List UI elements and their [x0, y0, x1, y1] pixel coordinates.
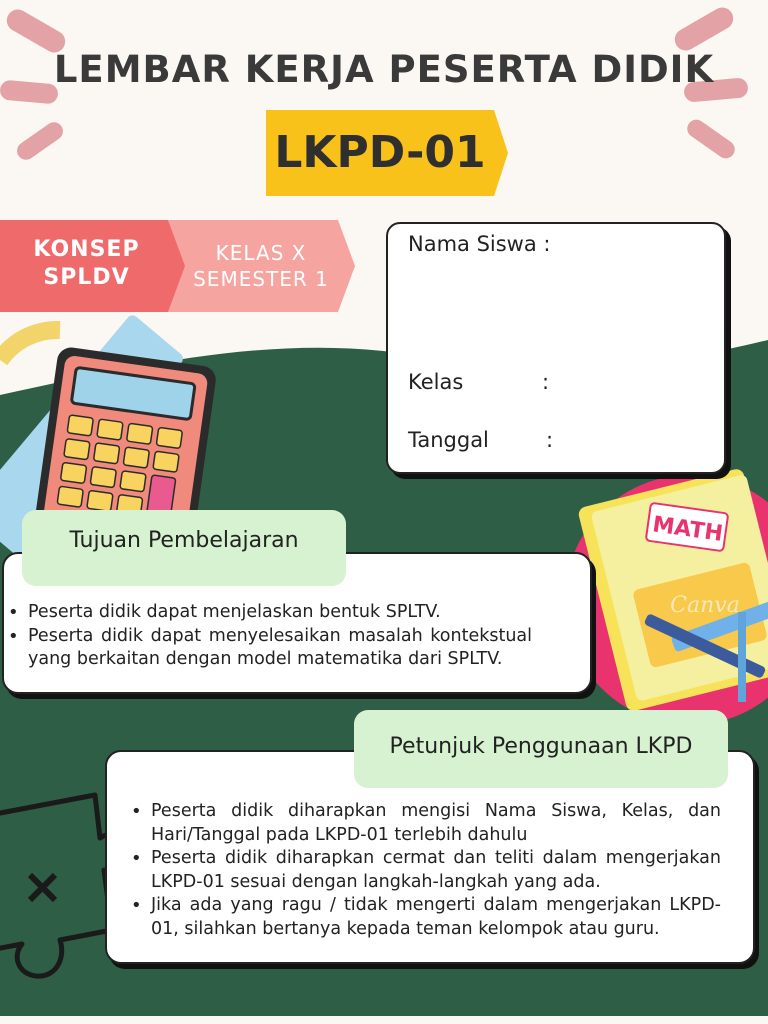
- class-semester-label: KELAS X SEMESTER 1: [193, 241, 329, 291]
- class-field-label: Kelas: [408, 370, 464, 394]
- student-identity-box[interactable]: [386, 222, 726, 474]
- objectives-list: [4, 601, 532, 672]
- date-field-label: Tanggal: [408, 428, 489, 452]
- instructions-heading: Petunjuk Penggunaan LKPD: [389, 734, 693, 759]
- class-field-colon: :: [542, 370, 550, 394]
- topic-label: KONSEP SPLDV: [33, 237, 140, 290]
- instructions-heading-pill: [354, 710, 728, 788]
- svg-text:MATH: MATH: [650, 512, 725, 547]
- objectives-heading-pill: [22, 510, 346, 586]
- instruction-item: • Jika ada yang ragu / tidak mengerti dalam mengerjakan LKPD-01, silahkan bertanya kepada teman kelompok atau guru.: [127, 894, 721, 941]
- protractor-icon: [0, 330, 60, 360]
- objectives-heading: Tujuan Pembelajaran: [69, 528, 299, 553]
- math-book-icon: [565, 468, 768, 725]
- instruction-item: • Peserta didik diharapkan mengisi Nama Siswa, Kelas, dan Hari/Tanggal pada LKPD-01 terlebih dahulu: [127, 800, 721, 847]
- worksheet-code: LKPD-01: [274, 127, 486, 178]
- date-field-colon: :: [546, 428, 554, 452]
- topic-tab: [0, 220, 355, 312]
- objective-item: • Peserta didik dapat menyelesaikan masalah kontekstual yang berkaitan dengan model matematika dari SPLTV.: [4, 625, 532, 672]
- instruction-item: • Peserta didik diharapkan cermat dan teliti dalam mengerjakan LKPD-01 sesuai dengan langkah-langkah yang ada.: [127, 847, 721, 894]
- worksheet-code-badge: [266, 110, 508, 196]
- name-field-label: Nama Siswa :: [408, 232, 551, 256]
- svg-text:Canva: Canva: [670, 593, 740, 618]
- instructions-list: [127, 800, 721, 941]
- objective-item: • Peserta didik dapat menjelaskan bentuk SPLTV.: [4, 601, 532, 625]
- page-title: LEMBAR KERJA PESERTA DIDIK: [53, 48, 715, 91]
